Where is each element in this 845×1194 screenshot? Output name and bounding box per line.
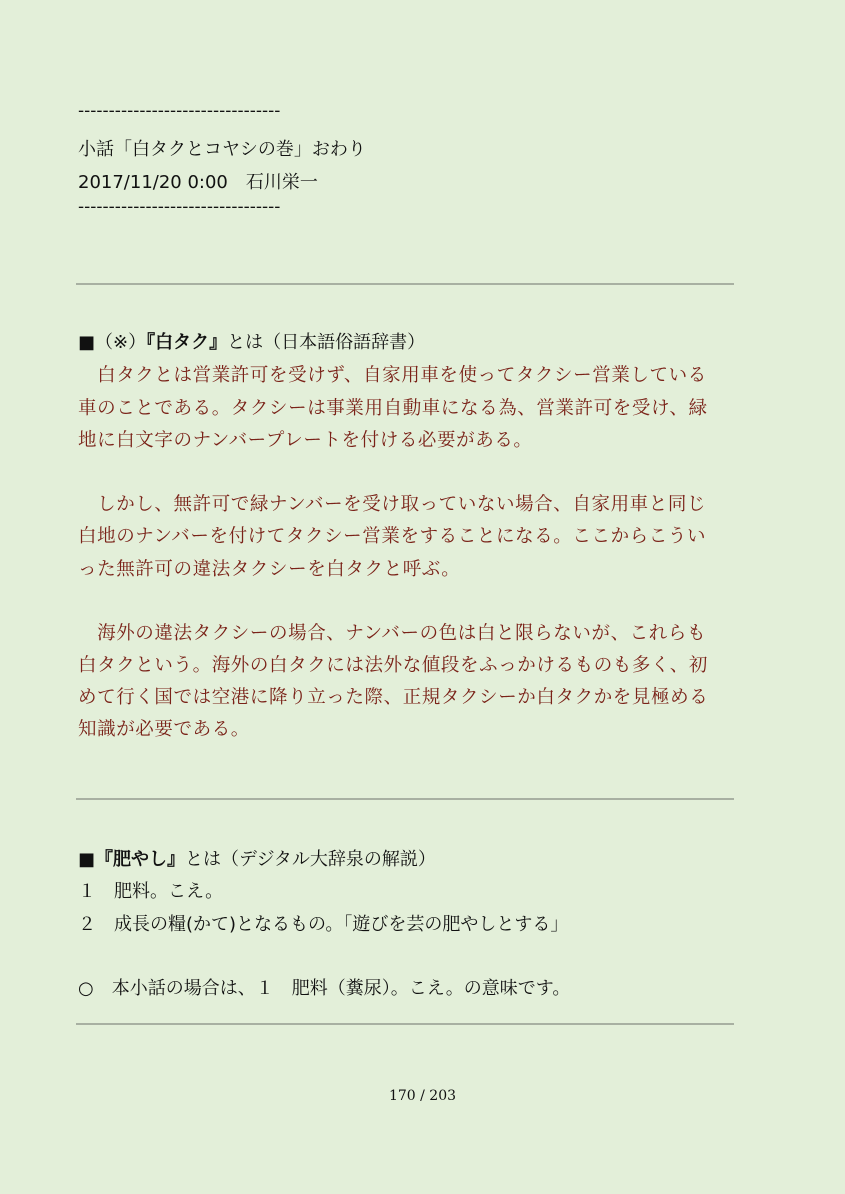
section1-marker: ■（※）	[78, 332, 147, 353]
separator-bottom: ---------------------------------	[78, 197, 281, 217]
horizontal-rule-3	[76, 1023, 734, 1025]
section1-line: めて行く国では空港に降り立った際、正規タクシーか白タクかを見極める	[78, 687, 709, 708]
section1-source: とは（日本語俗語辞書）	[227, 332, 426, 353]
closing-dateline: 2017/11/20 0:00 石川栄一	[78, 172, 318, 193]
section2-heading	[78, 845, 436, 871]
section1-line: 海外の違法タクシーの場合、ナンバーの色は白と限らないが、これらも	[78, 623, 707, 644]
definition-item: ２ 成長の糧(かて)となるもの。「遊びを芸の肥やしとする」	[78, 914, 569, 935]
section2-marker: ■	[78, 849, 96, 870]
section2-term: 『肥やし』	[95, 849, 186, 870]
page-number: 170 / 203	[388, 1088, 457, 1104]
section1-heading	[78, 328, 425, 354]
horizontal-rule-1	[76, 283, 734, 285]
section1-line: 知識が必要である。	[78, 719, 250, 740]
section1-term: 『白タク』	[146, 332, 228, 353]
section1-line: 地に白文字のナンバープレートを付ける必要がある。	[78, 430, 533, 451]
section1-line: 白タクとは営業許可を受けず、自家用車を使ってタクシー営業している	[78, 365, 707, 386]
separator-top: ---------------------------------	[78, 101, 281, 121]
section2-source: とは（デジタル大辞泉の解説）	[185, 849, 436, 870]
section1-line: 白地のナンバーを付けてタクシー営業をすることになる。ここからこうい	[78, 526, 707, 547]
section1-line: 白タクという。海外の白タクには法外な値段をふっかけるものも多く、初	[78, 655, 708, 676]
section1-line: 車のことである。タクシーは事業用自動車になる為、営業許可を受け、緑	[78, 398, 708, 419]
closing-title: 小話「白タクとコヤシの巻」おわり	[78, 139, 366, 160]
section1-line: った無許可の違法タクシーを白タクと呼ぶ。	[78, 559, 461, 580]
section1-line: しかし、無許可で緑ナンバーを受け取っていない場合、自家用車と同じ	[78, 494, 707, 515]
usage-note: ○ 本小話の場合は、１ 肥料（糞尿）。こえ。の意味です。	[78, 978, 571, 999]
definition-item: １ 肥料。こえ。	[78, 881, 224, 902]
horizontal-rule-2	[76, 798, 734, 800]
